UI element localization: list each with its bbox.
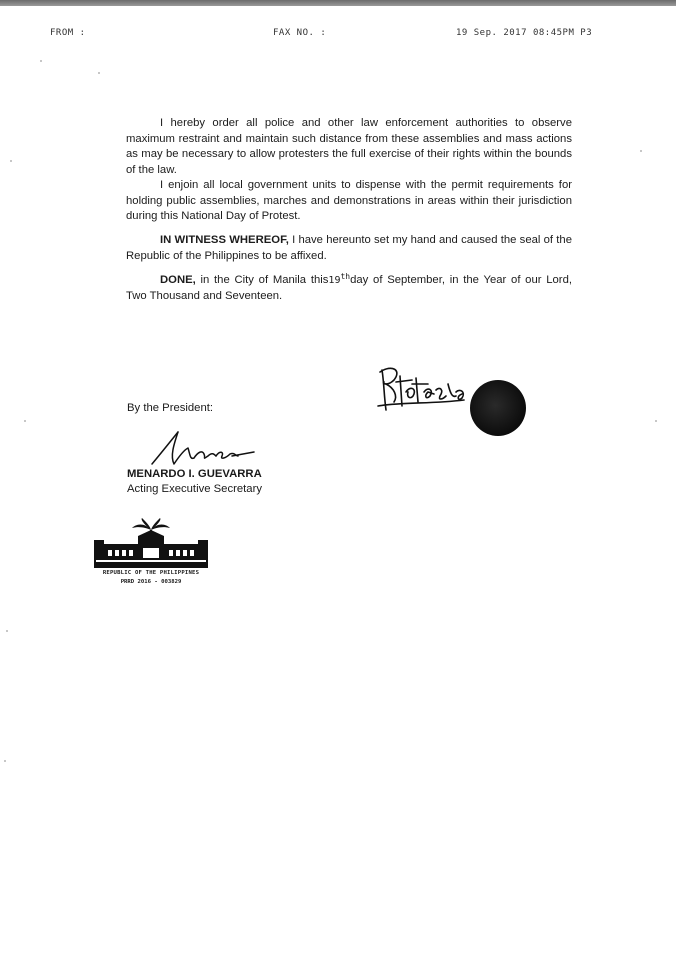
secretary-signature [148, 428, 258, 470]
scan-top-edge [0, 0, 676, 6]
paragraph-in-witness [126, 233, 572, 264]
paragraph-permit-requirements [126, 178, 572, 225]
paragraph-police-restraint [126, 116, 572, 178]
fax-timestamp: 19 Sep. 2017 08:45PM P3 [456, 28, 593, 38]
paragraph-text: in the City of Manila this [195, 274, 329, 286]
paragraph-done [126, 269, 572, 304]
malacanang-palace-logo-icon [94, 518, 208, 570]
fax-from-label: FROM : [50, 28, 86, 38]
paragraph-text: I have hereunto set my hand and caused the seal of the Republic of the Philippines to be affixed. [126, 234, 572, 262]
scan-speck [655, 420, 657, 422]
scan-speck [98, 72, 100, 74]
day-number: 19 [328, 275, 341, 286]
official-seal [470, 380, 526, 436]
done-heading: DONE, [160, 274, 196, 286]
scan-speck [40, 60, 42, 62]
signatory-name: MENARDO I. GUEVARRA [127, 468, 262, 480]
paragraph-text: I enjoin all local government units to dispense with the permit requirements for holding public assemblies, marches and demonstrations in areas within their jurisdiction during this National Day of Protest. [126, 179, 572, 222]
day-ordinal: th [340, 272, 351, 281]
scan-speck [4, 760, 6, 762]
scan-speck [24, 420, 26, 422]
logo-caption-reference: PRRD 2016 - 003829 [120, 579, 182, 585]
scan-speck [640, 150, 642, 152]
scan-speck [6, 630, 8, 632]
scan-speck [10, 160, 12, 162]
president-signature [372, 362, 482, 422]
paragraph-text: I hereby order all police and other law enforcement authorities to observe maximum restraint and maintain such distance from these assemblies and mass actions as may be necessary to allow protesters the full exercise of their rights within the bounds of the law. [126, 117, 572, 176]
witness-heading: IN WITNESS WHEREOF, [160, 234, 289, 246]
fax-number-label: FAX NO. : [273, 28, 327, 38]
logo-caption-country: REPUBLIC OF THE PHILIPPINES [102, 570, 200, 576]
by-the-president-label: By the President: [127, 402, 214, 414]
signatory-title: Acting Executive Secretary [127, 483, 262, 495]
paragraph-text: day of September, in the Year of our Lord, Two Thousand and Seventeen. [126, 274, 572, 302]
